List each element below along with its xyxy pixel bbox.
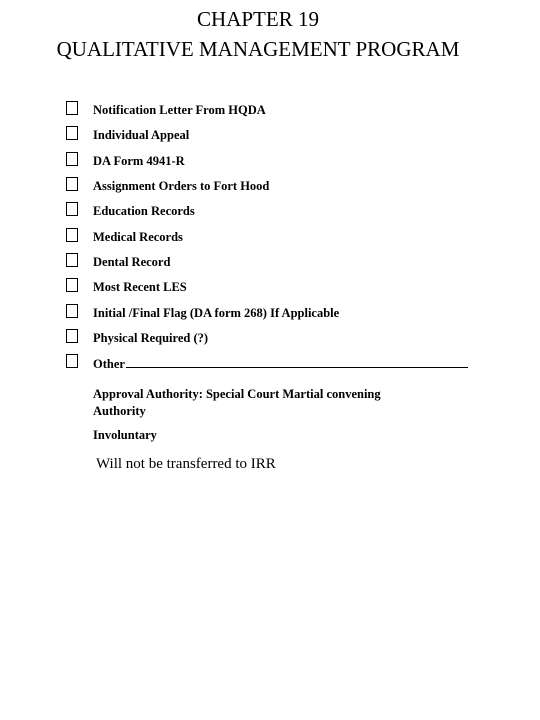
checkbox-physical-required[interactable] (66, 329, 78, 343)
checklist-item (66, 177, 486, 195)
program-title: QUALITATIVE MANAGEMENT PROGRAM (56, 37, 460, 61)
item-label: DA Form 4941-R (93, 154, 185, 168)
checklist-item (66, 278, 486, 296)
checkbox-most-recent-les[interactable] (66, 278, 78, 292)
checkbox-notification-letter[interactable] (66, 101, 78, 115)
item-label: Individual Appeal (93, 128, 190, 142)
checkbox-individual-appeal[interactable] (66, 126, 78, 140)
item-label: Dental Record (93, 255, 171, 269)
checklist-item (66, 304, 486, 322)
checkbox-dental-record[interactable] (66, 253, 78, 267)
item-label: Medical Records (93, 230, 183, 244)
other-label: Other (93, 357, 125, 371)
chapter-heading: CHAPTER 19 (197, 7, 319, 31)
item-label: Education Records (93, 204, 195, 218)
item-label: Initial /Final Flag (DA form 268) If Applicable (93, 306, 340, 320)
item-label: Notification Letter From HQDA (93, 103, 266, 117)
checklist-item (66, 152, 486, 170)
item-label: Most Recent LES (93, 280, 187, 294)
involuntary-label: Involuntary (93, 428, 157, 442)
irr-note: Will not be transferred to IRR (96, 456, 276, 472)
checkbox-medical-records[interactable] (66, 228, 78, 242)
checkbox-flag[interactable] (66, 304, 78, 318)
item-label (93, 356, 468, 372)
checklist-item (66, 354, 486, 372)
item-label: Physical Required (?) (93, 331, 209, 345)
item-label: Assignment Orders to Fort Hood (93, 179, 270, 193)
checklist-item (66, 101, 486, 119)
checklist-item (66, 228, 486, 246)
approval-authority-text: Approval Authority: Special Court Martial convening Authority (93, 387, 381, 418)
checkbox-assignment-orders[interactable] (66, 177, 78, 191)
checklist-item (66, 253, 486, 271)
checkbox-other[interactable] (66, 354, 78, 368)
checkbox-education-records[interactable] (66, 202, 78, 216)
checklist-item (66, 126, 486, 144)
checkbox-da-form-4941[interactable] (66, 152, 78, 166)
checklist-item (66, 202, 486, 220)
other-fill-in-line[interactable] (126, 356, 468, 368)
checklist-item (66, 329, 486, 347)
